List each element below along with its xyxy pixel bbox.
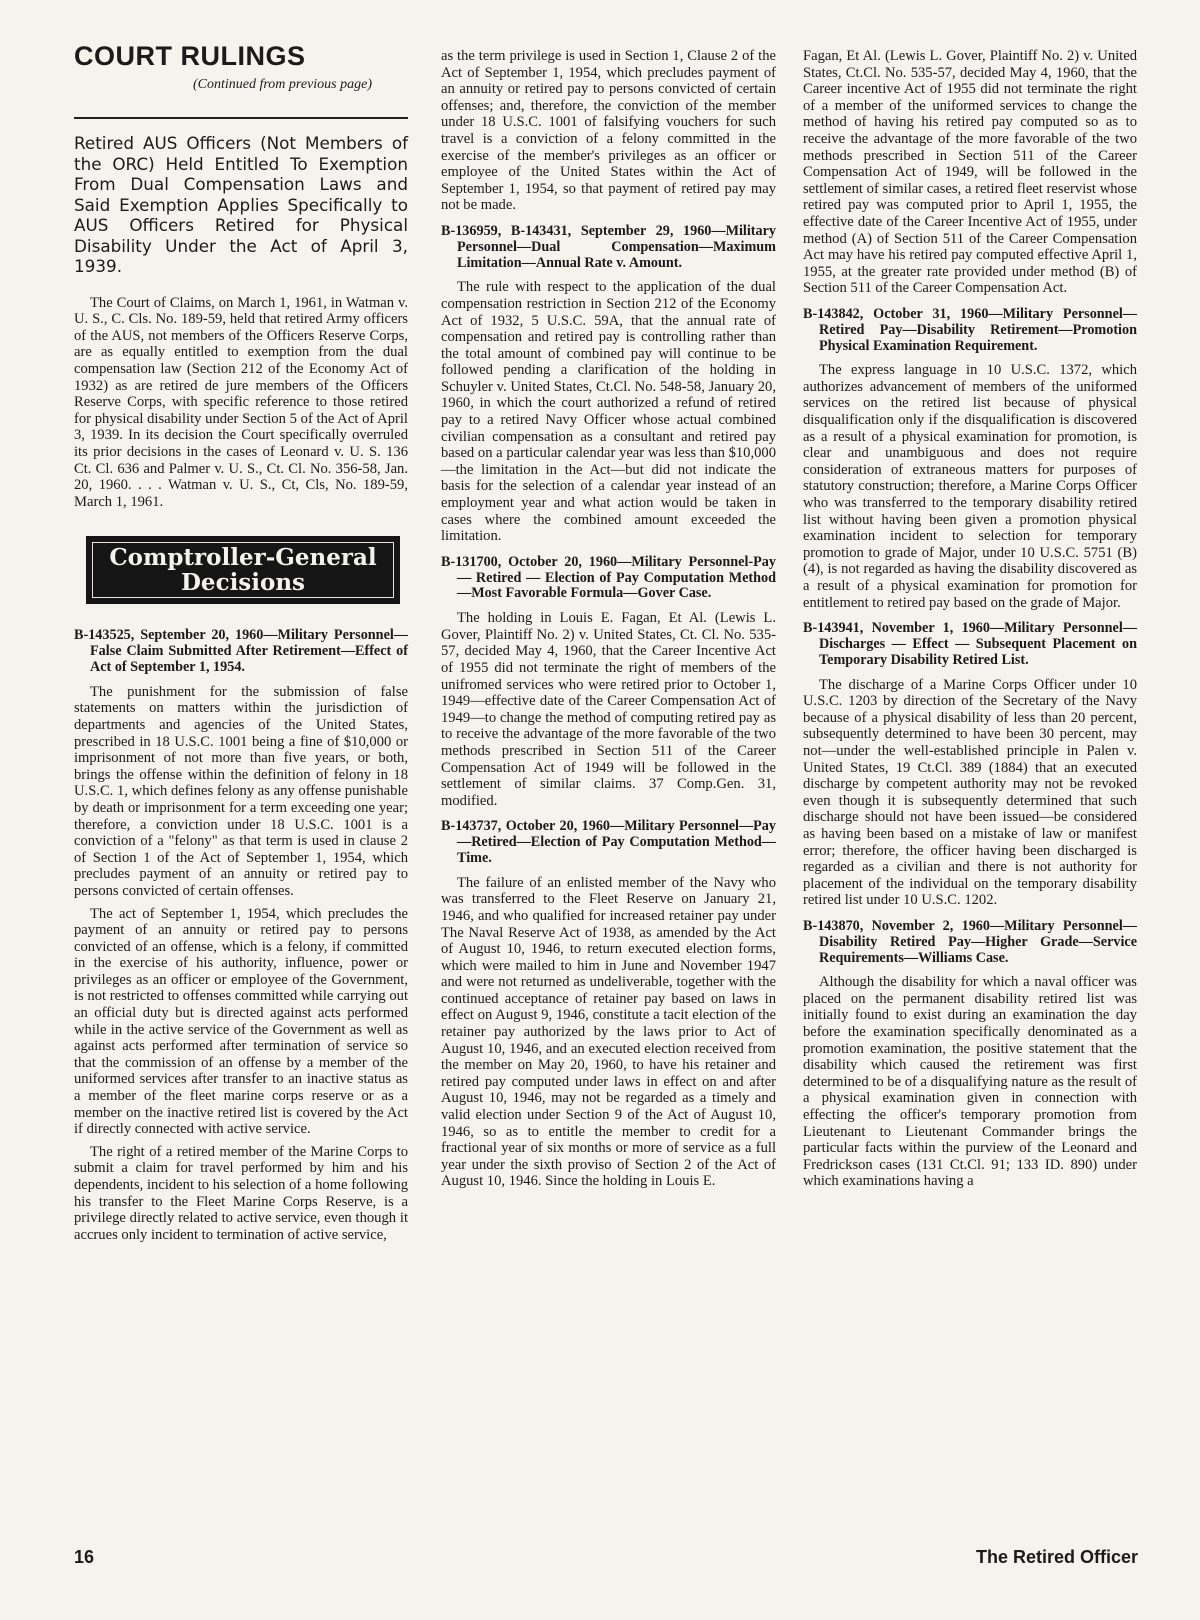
banner-line-1: Comptroller-General (109, 544, 377, 572)
column-1 (74, 41, 408, 1249)
decision-paragraph: The discharge of a Marine Corps Officer under 10 U.S.C. 1203 by direction of the Secretary of the Navy because of a physical disability of less than 20 percent, subsequently determined to have been 30 percent, may not—under the well-established principle in Palen v. United States, 19 Ct.Cl. 389 (1884) that an executed discharge by competent authority may not be revoked even though it is subsequently determined that such discharge should not have been issued—be considered as having been based on a mistake of law or manifest error; therefore, the officer having been discharged is regarded as a civilian and there is not authority for placement of the individual on the temporary disability retired list under 10 U.S.C. 1202. (803, 676, 1137, 909)
column-2 (441, 48, 776, 1196)
divider (74, 117, 408, 119)
decision-heading: B-143941, November 1, 1960—Military Personnel—Discharges — Effect — Subsequent Placement on Temporary Disability Retired List. (803, 620, 1137, 668)
feature-body: The Court of Claims, on March 1, 1961, in Watman v. U. S., C. Cls. No. 189-59, held that retired Army officers of the AUS, not members of the Officers Reserve Corps, are as equally entitled to exemption from the dual compensation law (Section 212 of the Economy Act of 1932) as are retired de jure members of the Officers Reserve Corps, with specific reference to those retired for physical disability under Section 5 of the Act of April 3, 1939. In its decision the Court specifically overruled its prior decisions in the cases of Leonard v. U. S. 136 Ct. Cl. 636 and Palmer v. U. S., Ct. Cl. No. 356-58, Jan. 20, 1960. . . . Watman v. U. S., Ct, Cls, No. 189-59, March 1, 1961. (74, 294, 408, 510)
decision-heading: B-136959, B-143431, September 29, 1960—Military Personnel—Dual Compensation—Maximum Limitation—Annual Rate v. Amount. (441, 222, 776, 271)
decision-heading: B-143525, September 20, 1960—Military Personnel—False Claim Submitted After Retirement—Effect of Act of September 1, 1954. (74, 627, 408, 675)
publication-name: The Retired Officer (975, 1547, 1138, 1567)
decision-paragraph-continued: Fagan, Et Al. (Lewis L. Gover, Plaintiff No. 2) v. United States, Ct.Cl. No. 535-57, decided May 4, 1960, that the Career incentive Act of 1955 did not terminate the right of a member of the uniformed services to change the method of having his retired pay computed so as to receive the advantage of the more favorable of the two methods prescribed in Section 511 of the Career Compensation Act of 1949, will be followed in the settlement of similar cases, a retired fleet reservist whose retired pay was computed prior to April 1, 1955, the effective date of the Career Incentive Act of 1955, under method (A) of Section 511 of the Career Compensation Act may have his retired pay computed effective April 1, 1955, at the greater rate provided under method (B) of Section 511 of the Career Compensation Act. (803, 48, 1137, 297)
decision-paragraph: Although the disability for which a naval officer was placed on the permanent disability retired list was initially found to exist during an examination the day before the examination specifically denominated as a promotion examination, the positive statement that the disability which caused the retirement was first determined to be of a disqualifying nature as the result of a physical examination given in connection with effecting the officer's temporary promotion from Lieutenant to Lieutenant Commander brings the particular facts within the purview of the Leonard and Fredrickson cases (131 Ct.Cl. 91; 133 ID. 890) under which examinations having a (803, 974, 1137, 1190)
decision-paragraph: The express language in 10 U.S.C. 1372, which authorizes advancement of members of the uniformed services on the retired list because of physical disqualification only if the disqualification is discovered as a result of a physical examination for promotion, is clear and unambiguous and does not require consideration of extraneous matters for purposes of statutory construction; therefore, a Marine Corps Officer who was transferred to the temporary disability retired list without having been given a promotion physical examination incident to selection for temporary promotion to grade of Major, under 10 U.S.C. 5751 (B) (4), is not regarded as having the disability discovered as a result of a physical examination for promotion for entitlement to retired pay based on the grade of Major. (803, 362, 1137, 611)
continued-note: (Continued from previous page) (193, 76, 372, 92)
decision-heading: B-143842, October 31, 1960—Military Personnel—Retired Pay—Disability Retirement—Promotion Physical Examination Requirement. (803, 305, 1137, 354)
decision-heading: B-131700, October 20, 1960—Military Personnel-Pay — Retired — Election of Pay Computation Method—Most Favorable Formula—Gover Case. (441, 553, 776, 602)
decision-heading: B-143737, October 20, 1960—Military Personnel—Pay—Retired—Election of Pay Computation Method—Time. (441, 818, 776, 866)
banner-line-2: Decisions (180, 569, 306, 597)
banner-frame (92, 542, 394, 598)
page-number: 16 (74, 1547, 95, 1567)
decision-paragraph: The act of September 1, 1954, which precludes the payment of an annuity or retired pay to persons convicted of an offense, which is a felony, if committed in the exercise of his authority, influence, power or privileges as an officer or employee of the Government, is not restricted to offenses committed while carrying out an official duty but is directed against acts performed while in the active service of the Government as well as against acts performed after termination of service so that the commission of an offense by a member of the uniformed services after transfer to an inactive status as a member of the fleet marine corps reserve or as a member on the inactive retired list is covered by the Act if directly connected with active service. (74, 905, 408, 1138)
decision-paragraph: The failure of an enlisted member of the Navy who was transferred to the Fleet Reserve on January 21, 1946, and who qualified for increased retainer pay under The Naval Reserve Act of 1938, as amended by the Act of August 10, 1946, to return executed election forms, which were mailed to him in June and November 1947 and were not returned as undeliverable, together with the continued acceptance of retainer pay based on laws in effect on August 9, 1946, constitute a tacit election of the retainer pay authorized by the laws prior to Act of August 10, 1946, and an executed election received from the member on May 20, 1960, to have his retainer and retired pay computed under laws in effect on and after August 10, 1946, may not be regarded as a timely and valid election under Section 9 of the Act of August 10, 1946, so as to entitle the member to credit for a fractional year of six months or more of service as a full year under the sixth proviso of Section 2 of the Act of August 10, 1946. Since the holding in Louis E. (441, 874, 776, 1190)
section-title: COURT RULINGS (74, 41, 306, 71)
decision-paragraph: The rule with respect to the application of the dual compensation restriction in Section 212 of the Economy Act of 1932, 5 U.S.C. 59A, that the annual rate of compensation and retired pay is controlling rather than the total amount of combined pay will continue to be followed pending a clarification of the holding in Schuyler v. United States, Ct.Cl. No. 548-58, January 20, 1960, in which the court authorized a refund of retired pay to a retired Navy Officer whose actual combined civilian compensation as a consultant and retired pay based on a particular calendar year was less than $10,000—the limitation in the Act—but did not indicate the basis for the selection of a calendar year instead of an employment year and what action would be taken in cases where the combined amount exceeded the limitation. (441, 279, 776, 545)
decision-heading: B-143870, November 2, 1960—Military Personnel—Disability Retired Pay—Higher Grade—Service Requirements—Williams Case. (803, 917, 1137, 966)
decision-paragraph: The holding in Louis E. Fagan, Et Al. (Lewis L. Gover, Plaintiff No. 2) v. United States, Ct. Cl. No. 535-57, decided May 4, 1960, that the Career Incentive Act of 1955 did not terminate the right of members of the unifromed services who were retired prior to October 1, 1949—effective date of the Career Compensation Act of 1949—to change the method of computing retired pay as to receive the advantage of the more favorable of the two methods prescribed in Section 511 of the Career Compensation Act of 1949 will be followed in the settlement of similar claims. 37 Comp.Gen. 31, modified. (441, 610, 776, 809)
feature-heading: Retired AUS Officers (Not Members of the ORC) Held Entitled To Exemption From Dual Compensation Laws and Said Exemption Applies Specifically to AUS Officers Retired for Physical Disability Under the Act of April 3, 1939. (74, 133, 408, 277)
decision-paragraph-continued: as the term privilege is used in Section 1, Clause 2 of the Act of September 1, 1954, which precludes payment of an annuity or retired pay to persons convicted of certain offenses; and, therefore, the conviction of the member under 18 U.S.C. 1001 of falsifying vouchers for such travel is a conviction of a felony committed in the exercise of the member's privileges as an officer or employee of the United States within the Act of September 1, 1954, so that payment of retired pay may not be made. (441, 48, 776, 214)
decision-paragraph: The right of a retired member of the Marine Corps to submit a claim for travel performed by him and his dependents, incident to his selection of a home following his transfer to the Fleet Marine Corps Reserve, is a privilege directly related to active service, even though it accrues only incident to termination of active service, (74, 1143, 408, 1243)
column-3 (803, 48, 1137, 1196)
decision-paragraph: The punishment for the submission of false statements on matters within the jurisdiction of departments and agencies of the United States, prescribed in 18 U.S.C. 1001 being a fine of $10,000 or imprisonment of not more than five years, or both, brings the offense within the definition of felony in 18 U.S.C. 1, which defines felony as any offense punishable by death or imprisonment for a term exceeding one year; therefore, a conviction under 18 U.S.C. 1001 is a conviction of a "felony" as that term is used in clause 2 of Section 1 of the Act of September 1, 1954, which precludes payment of an annuity or retired pay to persons convicted of certain offenses. (74, 683, 408, 899)
comptroller-general-banner (86, 536, 400, 604)
